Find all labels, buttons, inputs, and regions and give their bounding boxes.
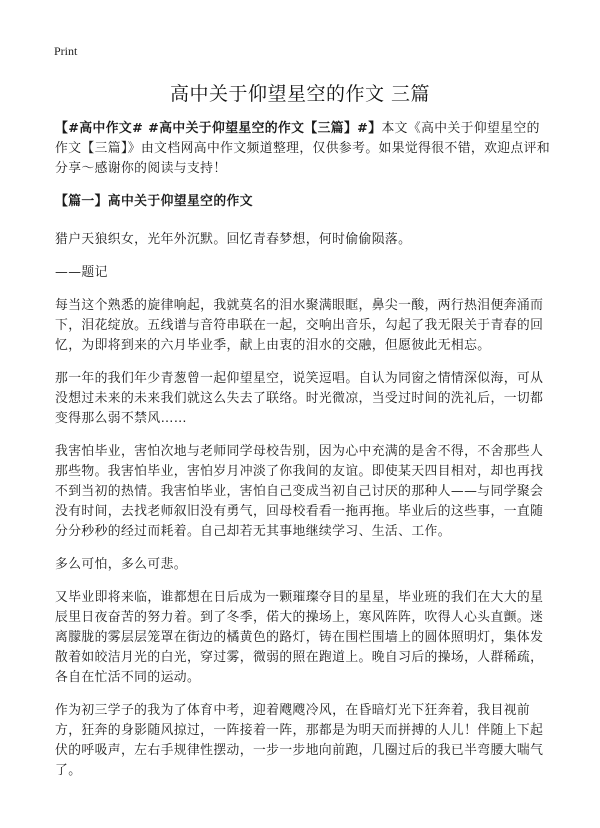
body-paragraph: 我害怕毕业，害怕次地与老师同学母校告别，因为心中充满的是舍不得，不舍那些人那些物。我害怕毕业，害怕岁月冲淡了你我间的友谊。即使某天四目相对，却也再找不到当初的热情。我害怕毕业，害怕自己变成当初自己讨厌的那种人——与同学聚会没有时间，去找老师叙旧没有勇气，回母校看看一拖再拖。毕业后的这些事，一直随分分秒秒的经过而耗着。自己却若无其事地继续学习、生活、工作。: [55, 444, 544, 539]
intro-paragraph: [55, 119, 553, 179]
print-link[interactable]: Print: [54, 44, 78, 58]
body-paragraph: 作为初三学子的我为了体育中考，迎着飕飕冷风，在昏暗灯光下狂奔着，我目视前方，狂奔的身影随风掠过，一阵接着一阵，那都是为明天而拼搏的人儿！伴随上下起伏的呼吸声，左右手规律性摆动，一步一步地向前跑，几圈过后的我已半弯腰大喘气了。: [55, 703, 544, 778]
body-paragraph: 多么可怕，多么可悲。: [55, 557, 187, 572]
intro-text: 本文《高中关于仰望星空的作文【三篇】》由文档网高中作文频道整理，仅供参考。如果觉得很不错，欢迎点评和分享～感谢你的阅读与支持！: [55, 121, 551, 176]
section-heading: 【篇一】高中关于仰望星空的作文: [55, 194, 253, 209]
page-title: 高中关于仰望星空的作文 三篇: [169, 83, 431, 105]
body-paragraph: 又毕业即将来临，谁都想在日后成为一颗璀璨夺目的星星，毕业班的我们在大大的星辰里日夜奋苦的努力着。到了冬季，偌大的操场上，寒风阵阵，吹得人心头直颤。迷离朦胧的雾层层笼罩在街边的橘黄色的路灯，铸在围栏围墙上的圆体照明灯，集体发散着如皎洁月光的白光，穿过雾，微弱的照在跑道上。晚自习后的操场，人群稀疏，各自在忙活不同的运动。: [55, 590, 544, 685]
body-paragraph: 那一年的我们年少青葱曾一起仰望星空，说笑逗唱。自认为同窗之情情深似海，可从没想过未来的未来我们就这么失去了联络。时光微凉，当受过时间的洗礼后，一切都变得那么弱不禁风……: [55, 371, 544, 426]
epigraph-source: ——题记: [55, 265, 108, 280]
epigraph: 猎户天狼织女，光年外沉默。回忆青春梦想，何时偷偷陨落。: [55, 232, 412, 247]
body-paragraph: 每当这个熟悉的旋律响起，我就莫名的泪水聚满眼眶，鼻尖一酸，两行热泪便奔涌而下，泪花绽放。五线谱与音符串联在一起，交响出音乐，勾起了我无限关于青春的回忆，为即将到来的六月毕业季，献上由衷的泪水的交融，但愿彼此无相忘。: [55, 298, 544, 353]
intro-tag: 【#高中作文# #高中关于仰望星空的作文【三篇】#】: [55, 121, 382, 136]
article-body: [55, 119, 553, 794]
